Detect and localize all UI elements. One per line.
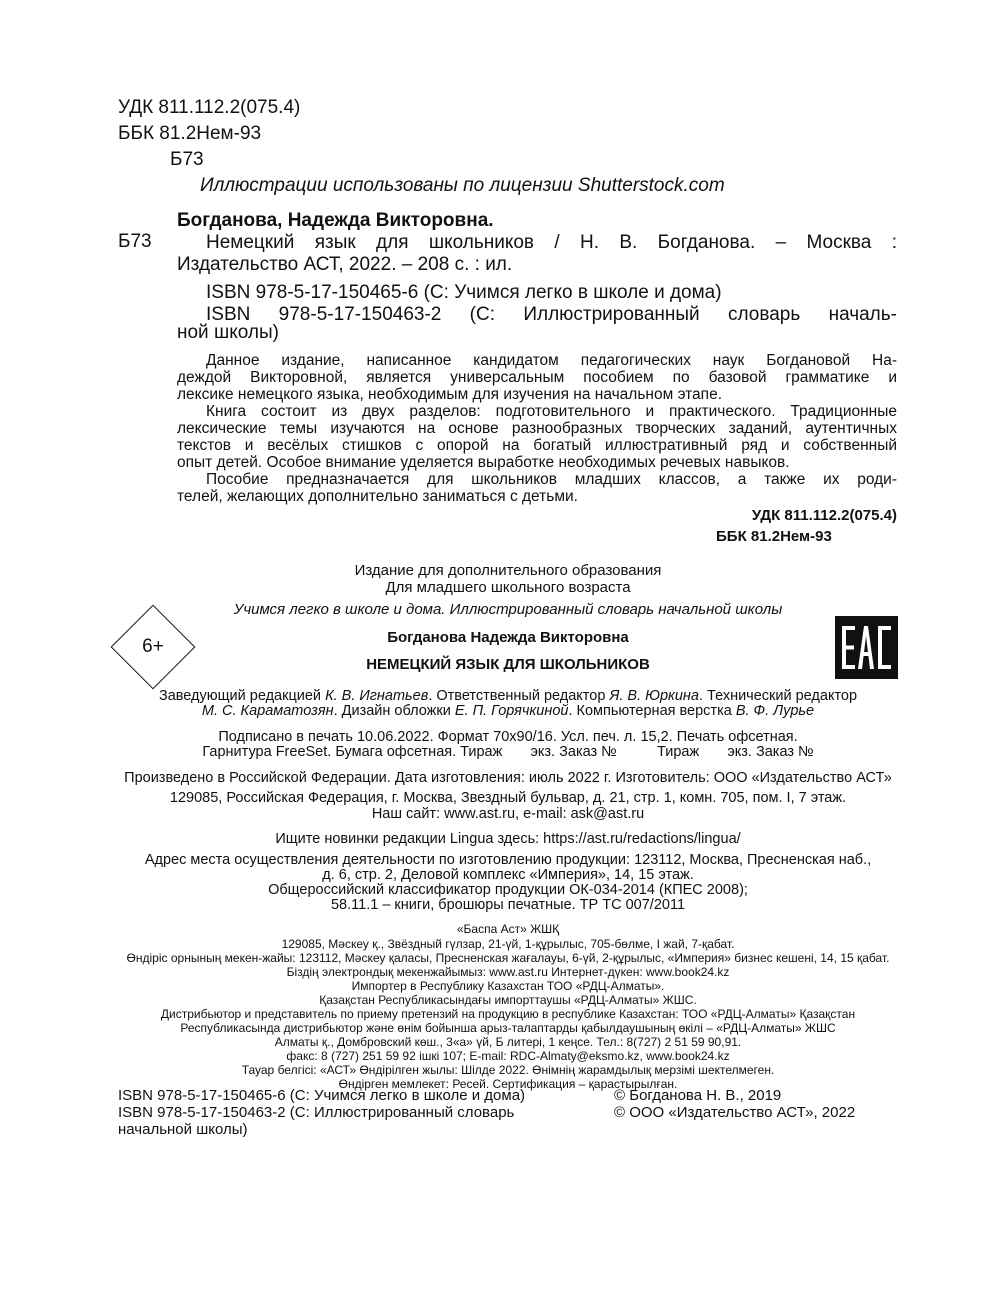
annotation-line: лексические темы изучаются на основе разнообразных творческих заданий, аутентичных <box>177 420 897 437</box>
edition-purpose: Издание для дополнительного образования <box>354 562 662 579</box>
lingua-link: Ищите новинки редакции Lingua здесь: https://ast.ru/redactions/lingua/ <box>275 831 741 847</box>
credits-role: . Дизайн обложки <box>333 703 455 719</box>
kz-line: Алматы қ., Домбровский көш., 3«а» үй, Б литері, 1 кеңсе. Тел.: 8(727) 2 51 59 90,91. <box>274 1035 742 1049</box>
footer-isbn1: ISBN 978-5-17-150465-6 (С: Учимся легко в школе и дома) <box>118 1087 526 1104</box>
license-note: Иллюстрации использованы по лицензии Shutterstock.com <box>200 175 725 196</box>
kz-line: Қазақстан Республикасындағы импорттаушы «РДЦ-Алматы» ЖШС. <box>319 993 697 1007</box>
classifier-line1: Общероссийский классификатор продукции ОК-034-2014 (КПЕС 2008); <box>268 882 748 898</box>
credits-role: . Компьютерная верстка <box>568 703 736 719</box>
annotation-line: деждой Викторовной, является универсальным пособием по базовой грамматике и <box>177 369 897 386</box>
catalog-isbn2-line1: ISBN 978-5-17-150463-2 (С: Иллюстрированный словарь началь- <box>206 304 897 325</box>
udk-top: УДК 811.112.2(075.4) <box>118 97 301 118</box>
print-info-line1: Подписано в печать 10.06.2022. Формат 70x90/16. Усл. печ. л. 15,2. Печать офсетная. <box>218 729 798 745</box>
annotation-line: телей, желающих дополнительно заниматься с детьми. <box>177 488 578 505</box>
print-info-line2: Гарнитура FreeSet. Бумага офсетная. Тираж экз. Заказ № Тираж экз. Заказ № <box>202 744 814 760</box>
producer-line1: Произведено в Российской Федерации. Дата изготовления: июль 2022 г. Изготовитель: ООО «Издательство АСТ» <box>124 770 892 786</box>
kz-line: Тауар белгісі: «АСТ» Өндірілген жылы: Шілде 2022. Өнімнің жарамдылық мерзімі шектелмеген. <box>241 1063 775 1077</box>
eac-certification-icon <box>835 616 898 679</box>
edition-title: НЕМЕЦКИЙ ЯЗЫК ДЛЯ ШКОЛЬНИКОВ <box>366 656 650 673</box>
credits-role: Заведующий редакцией <box>158 688 326 704</box>
edition-author: Богданова Надежда Викторовна <box>387 629 629 646</box>
catalog-author: Богданова, Надежда Викторовна. <box>177 210 494 231</box>
catalog-isbn2-line2: ной школы) <box>177 322 279 343</box>
bbk-top: ББК 81.2Нем-93 <box>118 123 262 144</box>
annotation-line: лексике немецкого языка, необходимым для изучения на начальном этапе. <box>177 386 722 403</box>
credits-role: . Ответственный редактор <box>428 688 610 704</box>
kz-line: Дистрибьютор и представитель по приему претензий на продукцию в республике Казахстан: ТОО «РДЦ-Алматы» Қазақстан <box>160 1007 856 1021</box>
edition-series: Учимся легко в школе и дома. Иллюстрированный словарь начальной школы <box>233 601 783 618</box>
annotation-line: опыт детей. Особое внимание уделяется выработке необходимых речевых навыков. <box>177 454 790 471</box>
annotation-bbk: ББК 81.2Нем-93 <box>716 528 832 545</box>
credits-person: К. В. Игнатьев <box>325 688 429 704</box>
annotation-line: Пособие предназначается для школьников младших классов, а также их роди- <box>206 471 897 488</box>
kz-line: Республикасында дистрибьютор және өнім бойынша арыз-талаптарды қабылдаушының өкілі – «РДЦ-Алматы» ЖШС <box>180 1021 836 1035</box>
kz-line: Біздің электрондық мекенжайымыз: www.ast.ru Интернет-дүкен: www.book24.kz <box>286 965 730 979</box>
kz-line: Өндіріс орнының мекен-жайы: 123112, Мәскеу қаласы, Пресненская жағалауы, 6-үй, 2-құрылыс, «Империя» бизнес кешені, 14, 15 қабат. <box>126 951 890 965</box>
kz-line: 129085, Мәскеу қ., Звёздный гүлзар, 21-үй, 1-құрылыс, 705-бөлме, I жай, 7-қабат. <box>281 937 735 951</box>
catalog-title-line2: Издательство АСТ, 2022. – 208 с. : ил. <box>177 254 513 275</box>
annotation-udk: УДК 811.112.2(075.4) <box>751 507 897 524</box>
annotation-line: Книга состоит из двух разделов: подготовительного и практического. Традиционные <box>206 403 897 420</box>
kz-line: Өндірген мемлекет: Ресей. Сертификация – қарастырылған. <box>338 1077 678 1091</box>
credits-person: Е. П. Горячкиной <box>454 703 569 719</box>
classifier-line2: 58.11.1 – книги, брошюры печатные. ТР ТС 007/2011 <box>330 897 686 913</box>
catalog-isbn1: ISBN 978-5-17-150465-6 (С: Учимся легко в школе и дома) <box>206 282 722 303</box>
annotation-line: текстов и весёлых стишков с опорой на богатый иллюстративный ряд и собственный <box>177 437 897 454</box>
credits-role: . Технический редактор <box>698 688 858 704</box>
credits-person: М. С. Караматозян <box>201 703 334 719</box>
copyright-publisher: © ООО «Издательство АСТ», 2022 <box>614 1104 856 1121</box>
author-code-top: Б73 <box>170 149 204 170</box>
kz-line: Импортер в Республику Казахстан ТОО «РДЦ-Алматы». <box>351 979 665 993</box>
footer-isbn2: ISBN 978-5-17-150463-2 (С: Иллюстрированный словарь <box>118 1104 515 1121</box>
annotation-line: Данное издание, написанное кандидатом педагогических наук Богдановой На- <box>206 352 897 369</box>
age-rating-label: 6+ <box>142 636 164 657</box>
credits-person: В. Ф. Лурье <box>735 703 815 719</box>
footer-isbn2-cont: начальной школы) <box>118 1121 248 1138</box>
production-address-line1: Адрес места осуществления деятельности по изготовлению продукции: 123112, Москва, Пресненская наб., <box>144 852 872 868</box>
catalog-title-line1: Немецкий язык для школьников / Н. В. Богданова. – Москва : <box>206 232 897 253</box>
producer-line2: 129085, Российская Федерация, г. Москва, Звездный бульвар, д. 21, стр. 1, комн. 705, пом. I, 7 этаж. <box>169 790 847 806</box>
production-address-line2: д. 6, стр. 2, Деловой комплекс «Империя», 14, 15 этаж. <box>322 867 694 883</box>
copyright-author: © Богданова Н. В., 2019 <box>614 1087 782 1104</box>
edition-age-group: Для младшего школьного возраста <box>385 579 631 596</box>
kz-line: факс: 8 (727) 251 59 92 ішкі 107; E-mail: RDC-Almaty@eksmo.kz, www.book24.kz <box>286 1049 730 1063</box>
catalog-code: Б73 <box>118 231 152 252</box>
producer-website: Наш сайт: www.ast.ru, e-mail: ask@ast.ru <box>371 806 645 822</box>
kz-line: «Баспа Аст» ЖШҚ <box>456 922 560 936</box>
credits-person: Я. В. Юркина <box>609 688 699 704</box>
credits-line2 <box>100 703 916 720</box>
